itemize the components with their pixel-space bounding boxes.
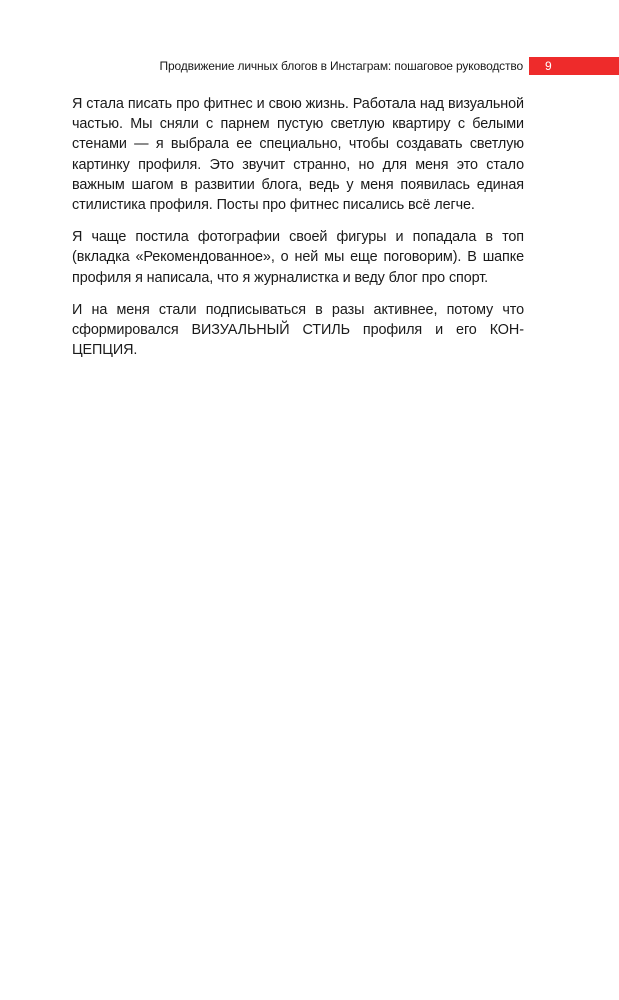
body-paragraph: Я чаще постила фотографии своей фигуры и попадала в топ (вкладка «Рекомендованное», о ней мы еще поговорим). В шапке профиля я написала, что я журналистка и веду блог про спорт.: [72, 229, 524, 286]
page-body: [72, 94, 524, 372]
page-number: 9: [545, 59, 552, 73]
body-paragraph: Я стала писать про фитнес и свою жизнь. Работала над визуальной частью. Мы сняли с парнем пустую светлую квартиру с белыми стенами — я выбрала ее специально, чтобы создавать светлую картинку профиля. Это звучит странно, но для меня это стало важным шагом в развитии блога, ведь у меня появилась единая стилистика профиля. Посты про фитнес писались всё легче.: [72, 96, 524, 214]
body-paragraph: И на меня стали подписываться в разы активнее, потому что сформировался ВИЗУАЛЬНЫЙ СТИЛЬ профиля и его КОНЦЕПЦИЯ.: [72, 301, 524, 359]
running-header: [0, 57, 619, 75]
running-header-title: Продвижение личных блогов в Инстаграм: пошаговое руководство: [159, 59, 523, 73]
page-number-tab: [529, 57, 619, 75]
